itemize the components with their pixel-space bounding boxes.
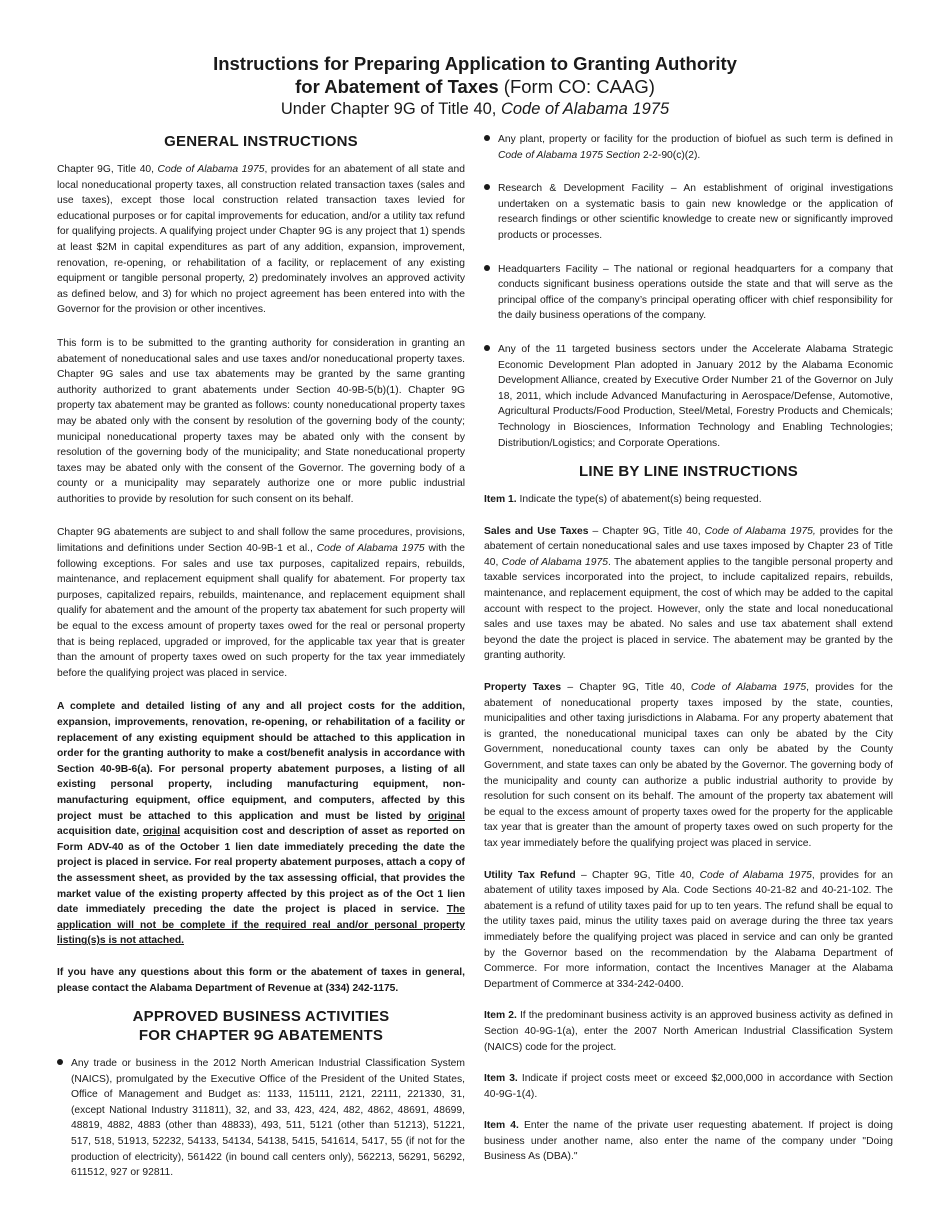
bullet-icon bbox=[484, 184, 490, 190]
list-item bbox=[484, 262, 893, 324]
document-title-line-1: Instructions for Preparing Application to Granting Authority bbox=[213, 53, 737, 74]
item-2-text: If the predominant business activity is an approved business activity as defined in Section 40-9G-1(a), enter the 2007 North American Industrial Classification System (NAICS) code for the project. bbox=[484, 1010, 894, 1053]
list-item bbox=[484, 132, 893, 163]
utility-code-ref: Code of Alabama 1975 bbox=[699, 869, 812, 881]
contact-paragraph: If you have any questions about this form or the abatement of taxes in general, please contact the Alabama Department of Revenue at (334) 242-1175. bbox=[57, 966, 465, 994]
research-facility-text: Research & Development Facility – An establishment of original investigations undertaken on a systematic basis to gain new knowledge or the application of research findings or other scientific knowledge to create new or significantly improved products or processes. bbox=[498, 183, 893, 241]
sales-text-a: – Chapter 9G, Title 40, bbox=[588, 525, 705, 537]
property-text-a: – Chapter 9G, Title 40, bbox=[561, 682, 691, 694]
approved-heading-line-1: APPROVED BUSINESS ACTIVITIES bbox=[132, 1008, 390, 1026]
general-paragraph-3 bbox=[57, 525, 465, 681]
biofuel-text-a: Any plant, property or facility for the production of biofuel as such term is defined in bbox=[498, 134, 893, 145]
listing-text-c: acquisition cost and description of asset as reported on Form ADV-40 as of the October 1 lien date immediately preceding the date the project is placed in service. For real property abatement purposes, attach a copy of the assessment sheet, as provided by the tax assessing official, that provides the market value of the existing property affected by this project as of the Oct 1 lien date immediately preceding the date the project is placed in service. bbox=[57, 826, 465, 916]
project-cost-listing-paragraph bbox=[57, 699, 465, 949]
bullet-icon bbox=[484, 345, 490, 351]
subtitle-code-reference: Code of Alabama 1975 bbox=[500, 100, 670, 118]
item-1-paragraph bbox=[484, 492, 893, 508]
biofuel-text-b: 2-2-90(c)(2). bbox=[640, 149, 701, 161]
property-text-b: , provides for the abatement of noneducational property taxes imposed by the state, counties, municipalities and other taxing jurisdictions in Alabama. For any property abatement that is granted, the noneducational municipal taxes can only be abated by the City Government, noneducational county taxes can only be abated by the County Government, and state taxes can only be abated by the Governor. The governing body of the municipality and county can authorize a public industrial authority to provide by resolution for such consent on its behalf. The amount of the property tax abatement will be equal to the excess amount of property taxes owed for the property for the applicable tax year that is greater than the amount of property taxes owed on such property for the tax year immediately before the qualifying project was placed in service. bbox=[484, 682, 894, 849]
line-by-line-heading: LINE BY LINE INSTRUCTIONS bbox=[579, 463, 798, 481]
general-p1-text-b: , provides for an abatement of all state and local noneducational property taxes, all construction related transaction taxes (sales and use taxes), except those local construction related transaction taxes levied for educational purposes or for capital improvements for education, and/or a utility tax refund for qualifying projects. A qualifying project under Chapter 9G is any project that 1) spends at least $2M in capital expenditures as part of any addition, expansion, improvement, renovation, re-opening, or rehabilitation of a facility, or replacement of any existing equipment or tangible personal property, 2) predominately involves an approved activity as defined below, and 3) for which no project agreement has been entered into with the Governor for the provision or other incentives. bbox=[57, 164, 465, 316]
property-code-ref: Code of Alabama 1975 bbox=[690, 682, 807, 694]
general-p1-text-a: Chapter 9G, Title 40, bbox=[57, 164, 158, 175]
document-header bbox=[0, 52, 950, 120]
biofuel-activity-text bbox=[498, 132, 893, 163]
item-3-label: Item 3. bbox=[484, 1073, 518, 1085]
bullet-icon bbox=[484, 265, 490, 271]
general-paragraph-1 bbox=[57, 162, 465, 318]
sales-use-taxes-paragraph bbox=[484, 524, 893, 664]
utility-text-a: – Chapter 9G, Title 40, bbox=[575, 869, 700, 881]
approved-activities-list-left bbox=[57, 1056, 465, 1181]
item-2-paragraph bbox=[484, 1008, 893, 1055]
right-column bbox=[484, 132, 893, 1165]
list-item bbox=[484, 181, 893, 243]
general-instructions-heading: GENERAL INSTRUCTIONS bbox=[164, 133, 358, 150]
sales-text-c: . The abatement applies to the tangible personal property and taxable services incorporated into the project, to include capitalized repairs, rebuilds, maintenance, and replacement equipment, the cost of which may be added to the capital account with respect to the project. However, only the state and local noneducational sales and use taxes may be abated. No sales and use tax abatement shall extend beyond the date the project is placed in service. The abatement may be granted by the granting authority. bbox=[484, 556, 893, 662]
sales-code-ref-2: Code of Alabama 1975 bbox=[501, 556, 608, 568]
subtitle-text: Under Chapter 9G of Title 40, bbox=[280, 100, 501, 118]
general-paragraph-2: This form is to be submitted to the granting authority for consideration in granting an abatement of noneducational sales and use taxes and/or noneducational property taxes. Chapter 9G sales and use tax abatements may be granted by the same granting authority authorized to grant abatements under Section 40-9B-5(b)(1). Chapter 9G property tax abatement may be granted as follows: county noneducational property taxes may be abated only with the consent by resolution of the governing body of the county; municipal noneducational property taxes may be abated only with the consent by resolution of the governing body of the municipality; and State noneducational property taxes may be abated only with the consent of the Governor. The governing body of a county or a municipality may separately authorize one or more public industrial authorities to provide by resolution for such consent on its behalf. bbox=[57, 337, 465, 505]
listing-text-b: acquisition date, bbox=[57, 826, 143, 838]
approved-heading-line-2: FOR CHAPTER 9G ABATEMENTS bbox=[138, 1027, 384, 1045]
utility-text-b: , provides for an abatement of utility taxes imposed by Ala. Code Sections 40-21-82 and 40-21-102. The abatement is a refund of utility taxes paid for up to ten years. The refund shall be equal to the utility taxes paid, minus the utility taxes paid on average during the three tax years immediately before the qualifying project was placed in service and can only be granted by the Governor based on the recommendation by the Alabama Department of Commerce. For more information, contact the Incentives Manager at the Alabama Department of Commerce at 334-242-0400. bbox=[484, 869, 893, 990]
incomplete-application-warning: The application will not be complete if the required real and/or personal property listing(s)s is not attached. bbox=[57, 904, 465, 947]
approved-activities-list-right bbox=[484, 132, 893, 451]
item-1-text: Indicate the type(s) of abatement(s) being requested. bbox=[516, 494, 762, 506]
listing-text-a: A complete and detailed listing of any and all project costs for the addition, expansion, improvements, renovation, re-opening, or rehabilitation of a facility or replacement of any existing equipment should be attached to this application in order for the granting authority to make a cost/benefit analysis in accordance with Section 40-9B-6(a). For personal property abatement purposes, a listing of all existing personal property, including manufacturing equipment, non-manufacturing equipment, office equipment, and computers, affected by this project must be attached to this application and must be listed by bbox=[57, 701, 465, 822]
document-subtitle bbox=[0, 98, 950, 120]
targeted-sectors-text: Any of the 11 targeted business sectors under the Accelerate Alabama Strategic Economic Development Plan adopted in January 2012 by the Alabama Economic Development Alliance, created by Executive Order Number 21 of the Governor on July 18, 2011, which include Advanced Manufacturing in Aerospace/Defense, Automotive, Agricultural Products/Food Production, Steel/Metal, Forestry Products and Chemicals; Technology in Biosciences, Information Technology and Enabling Technologies; Distribution/Logistics; and Corporate Operations. bbox=[498, 343, 893, 449]
naics-activity-text: Any trade or business in the 2012 North American Industrial Classification System (NAICS), promulgated by the Executive Office of the President of the United States, Office of Management and Budget as: 1133, 115111, 2121, 22111, 221330, 31, (except National Industry 311811), 32, and 33, 423, 424, 482, 4862, 48691, 48699, 48819, 4882, 4883 (other than 48833), 493, 511, 5121 (other than 51213), 51221, 517, 518, 51913, 52232, 54133, 54134, 54138, 5415, 541614, 5417, 55 (if not for the production of electricity), 561422 (in bound call centers only), 562213, 56291, 56292, 611512, 927 or 92811. bbox=[71, 1058, 465, 1179]
general-p1-code-ref: Code of Alabama 1975 bbox=[157, 164, 265, 175]
property-taxes-paragraph bbox=[484, 680, 893, 852]
bullet-icon bbox=[57, 1059, 63, 1065]
document-title-bold: for Abatement of Taxes bbox=[295, 76, 499, 97]
general-p3-text-b: with the following exceptions. For sales and use tax purposes, capitalized repairs, rebuilds, maintenance, and replacement equipment shall qualify for abatement. For property tax purposes, capitalized repairs, rebuilds, maintenance, and replacement equipment shall qualify for abatement and the amount of the property tax abatement for such property will be equal to the excess amount of property taxes owed for the real or personal property that is being replaced, upgraded or improved, for the applicable tax year that is greater than the amount of property taxes owed on such property for the tax year immediately before the qualifying project was placed in service. bbox=[57, 543, 465, 679]
utility-tax-refund-label: Utility Tax Refund bbox=[484, 869, 576, 881]
item-1-label: Item 1. bbox=[484, 494, 517, 506]
approved-activities-heading bbox=[57, 1007, 465, 1045]
list-item bbox=[484, 342, 893, 451]
sales-text-b: provides for the abatement of certain noneducational sales and use taxes imposed by Chapter 23 of Title 40, bbox=[484, 525, 893, 568]
biofuel-code-ref: Code of Alabama 1975 Section bbox=[498, 149, 641, 161]
property-taxes-label: Property Taxes bbox=[484, 682, 562, 694]
sales-use-taxes-label: Sales and Use Taxes bbox=[484, 525, 589, 537]
list-item bbox=[57, 1056, 465, 1181]
bullet-icon bbox=[484, 135, 490, 141]
sales-code-ref-1: Code of Alabama 1975, bbox=[704, 525, 816, 537]
left-column bbox=[57, 132, 465, 1181]
original-underline-1: original bbox=[427, 810, 465, 822]
headquarters-facility-text: Headquarters Facility – The national or regional headquarters for a company that conducts significant business operations outside the state and that will serve as the principal office of the company’s principal operating officer with chief responsibility for the daily business operations of the company. bbox=[498, 263, 893, 322]
item-3-text: Indicate if project costs meet or exceed $2,000,000 in accordance with Section 40-9G-1(4). bbox=[484, 1073, 894, 1100]
original-underline-2: original bbox=[142, 826, 181, 838]
general-p3-text-a: Chapter 9G abatements are subject to and shall follow the same procedures, provisions, limitations and definitions under Section 40-9B-1 et al., bbox=[57, 527, 465, 555]
item-4-paragraph bbox=[484, 1118, 893, 1165]
utility-tax-refund-paragraph bbox=[484, 868, 893, 993]
general-p3-code-ref: Code of Alabama 1975 bbox=[316, 543, 425, 555]
document-title-line-2 bbox=[0, 75, 950, 98]
item-3-paragraph bbox=[484, 1071, 893, 1102]
item-4-text: Enter the name of the private user requesting abatement. If project is doing business under another name, also enter the name of the company under "Doing Business As (DBA)." bbox=[484, 1120, 894, 1163]
form-code: (Form CO: CAAG) bbox=[498, 76, 655, 97]
item-2-label: Item 2. bbox=[484, 1010, 517, 1022]
item-4-label: Item 4. bbox=[484, 1120, 519, 1132]
